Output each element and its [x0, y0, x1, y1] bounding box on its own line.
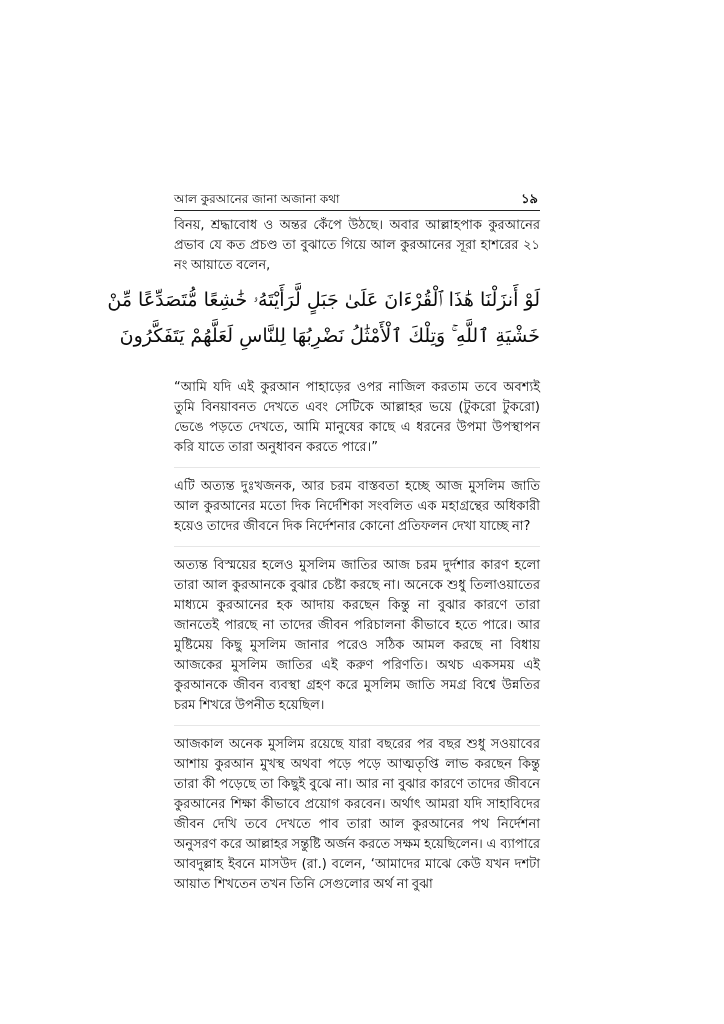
running-header — [174, 188, 540, 211]
page-number: ১৯ — [521, 192, 538, 207]
intro-paragraph: বিনয়, শ্রদ্ধাবোধ ও অন্তর কেঁপে উঠছে। অবার আল্লাহপাক কুরআনের প্রভাব যে কত প্রচণ্ড তা বুঝাতে গিয়ে আল কুরআনের সূরা হাশরের ২১ নং আয়াতে বলেন, — [174, 218, 540, 273]
body-paragraph-3: আজকাল অনেক মুসলিম রয়েছে যারা বছরের পর বছর শুধু সওয়াবের আশায় কুরআন মুখস্থ অথবা পড়ে পড়ে আত্মতৃপ্তি লাভ করছেন কিন্তু তারা কী পড়েছে তা কিছুই বুঝে না। আর না বুঝার কারণে তাদের জীবনে কুরআনের শিক্ষা কীভাবে প্রয়োগ করবেন। অর্থাৎ আমরা যদি সাহাবিদের জীবন দেখি তবে দেখতে পাব তারা আল কুরআনের পথ নির্দেশনা অনুসরণ করে আল্লাহর সন্তুষ্টি অর্জন করতে সক্ষম হয়েছিলেন। এ ব্যাপারে আবদুল্লাহ ইবনে মাসউদ (রা.) বলেন, ‘আমাদের মাঝে কেউ যখন দশটা আয়াত শিখতেন তখন তিনি সেগুলোর অর্থ না বুঝা — [174, 725, 540, 895]
page-content — [107, 216, 540, 895]
arabic-verse-line-2: خَشْيَةِ ٱللَّهِ ۚ وَتِلْكَ ٱلْأَمْثَٰلُ نَضْرِبُهَا لِلنَّاسِ لَعَلَّهُمْ يَتَفَكَّرُونَ — [119, 325, 540, 347]
body-paragraph-2: অত্যন্ত বিস্ময়ের হলেও মুসলিম জাতির আজ চরম দুর্দশার কারণ হলো তারা আল কুরআনকে বুঝার চেষ্টা করছে না। অনেকে শুধু তিলাওয়াতের মাধ্যমে কুরআনের হক আদায় করছেন কিন্তু না বুঝার কারণে তারা জানতেই পারছে না তাদের জীবন পরিচালনা কীভাবে হতে পারে। আর মুষ্টিমেয় কিছু মুসলিম জানার পরেও সঠিক আমল করছে না বিধায় আজকের মুসলিম জাতির এই করুণ পরিণতি। অথচ একসময় এই কুরআনকে জীবন ব্যবস্থা গ্রহণ করে মুসলিম জাতি সমগ্র বিশ্বে উন্নতির চরম শিখরে উপনীত হয়েছিল। — [174, 546, 540, 716]
body-paragraph-1: এটি অত্যন্ত দুঃখজনক, আর চরম বাস্তবতা হচ্ছে আজ মুসলিম জাতি আল কুরআনের মতো দিক নির্দেশিকা সংবলিত এক মহাগ্রন্থের অধিকারী হয়েও তাদের জীবনে দিক নির্দেশনার কোনো প্রতিফলন দেখা যাচ্ছে না? — [174, 467, 540, 537]
book-title: আল কুরআনের জানা অজানা কথা — [174, 192, 340, 206]
arabic-verse-line-1: لَوْ أَنزَلْنَا هَٰذَا ٱلْقُرْءَانَ عَلَىٰ جَبَلٍ لَّرَأَيْتَهُۥ خَٰشِعًا مُّتَصَدِّعًا مِّنْ — [107, 289, 540, 311]
verse-translation: “আমি যদি এই কুরআন পাহাড়ের ওপর নাজিল করতাম তবে অবশ্যই তুমি বিনয়াবনত দেখতে এবং সেটিকে আল্লাহর ভয়ে (টুকরো টুকরো) ভেঙে পড়তে দেখতে, আমি মানুষের কাছে এ ধরনের উপমা উপস্থাপন করি যাতে তারা অনুধাবন করতে পারে।” — [174, 380, 540, 455]
arabic-verse — [107, 282, 540, 354]
